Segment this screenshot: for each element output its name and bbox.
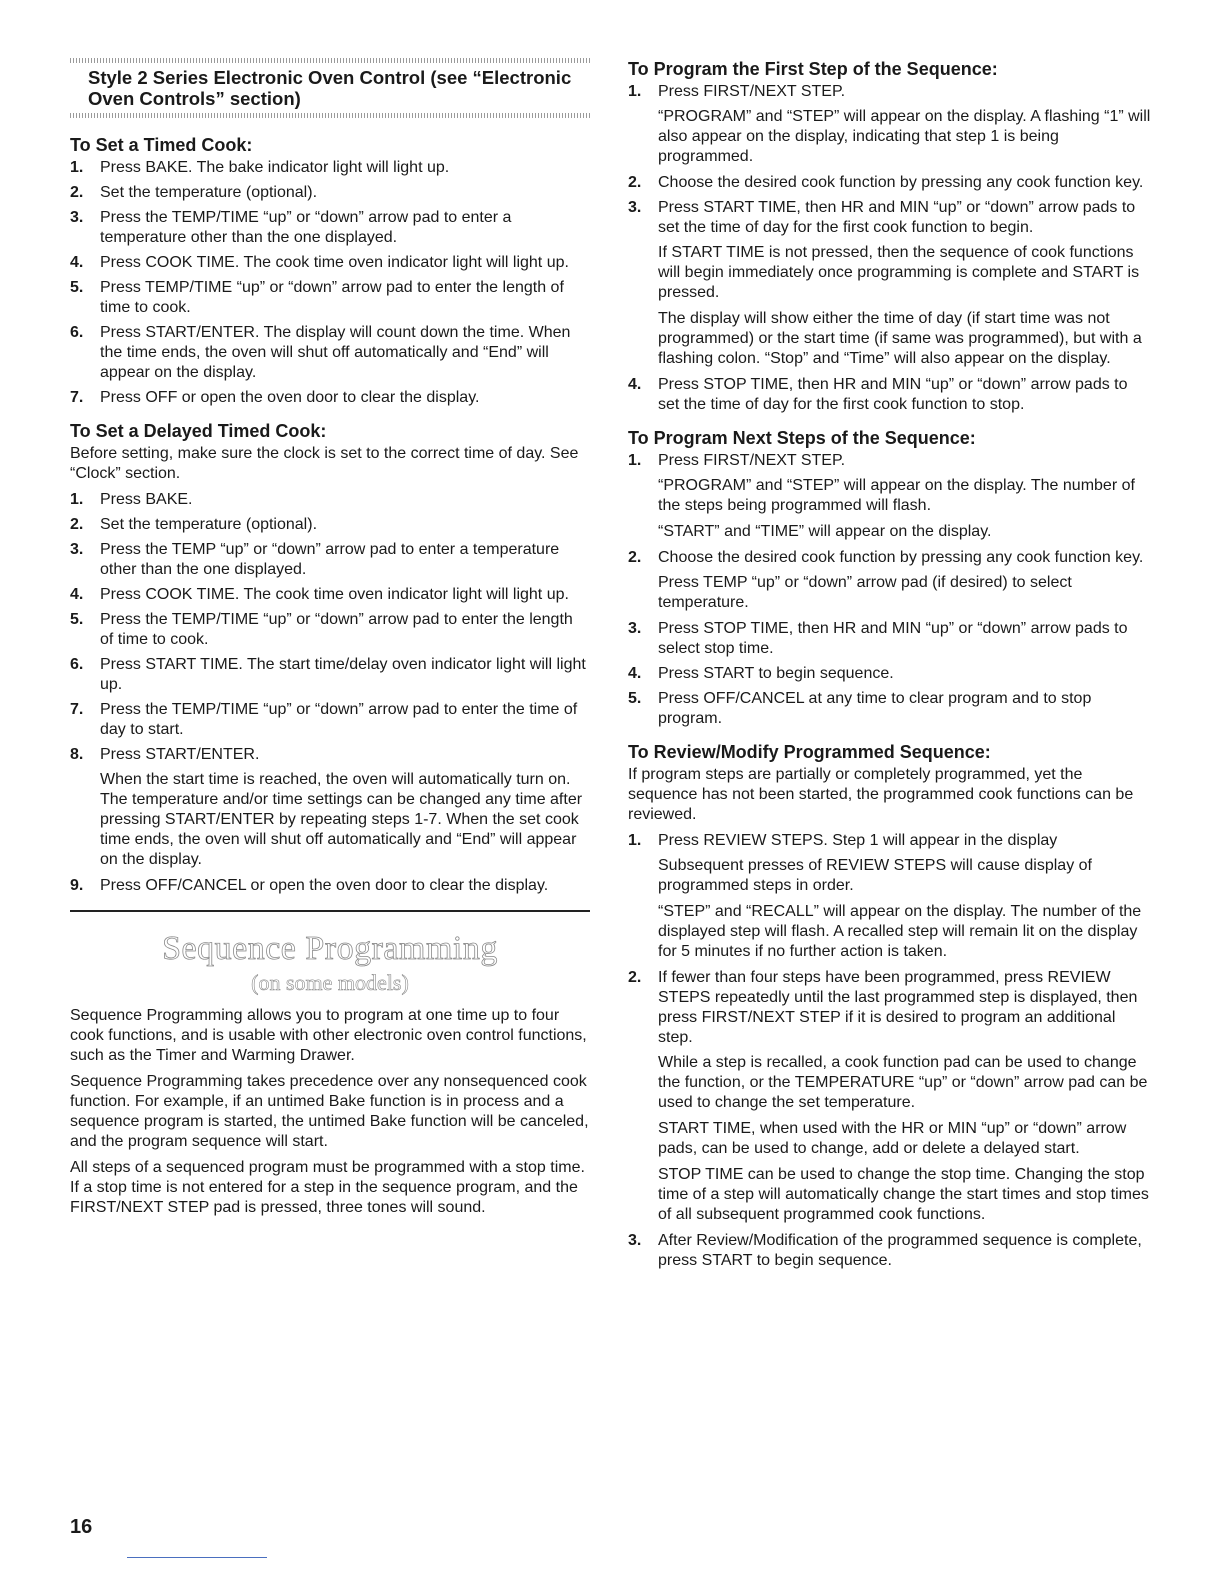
step-text: Press the TEMP “up” or “down” arrow pad to enter a temperature other than the one displayed. bbox=[100, 541, 560, 578]
step-number: 4. bbox=[70, 586, 84, 603]
sequence-subtitle: (on some models) bbox=[251, 970, 409, 995]
delayed-cook-steps bbox=[70, 490, 590, 896]
step-number: 3. bbox=[70, 209, 84, 226]
step-text: Press COOK TIME. The cook time oven indicator light will light up. bbox=[100, 254, 569, 271]
list-item bbox=[70, 158, 590, 178]
step-number: 1. bbox=[70, 491, 84, 508]
step-number: 1. bbox=[628, 452, 642, 469]
step-number: 8. bbox=[70, 746, 84, 763]
step-text: Set the temperature (optional). bbox=[100, 516, 318, 533]
list-item bbox=[70, 515, 590, 535]
step-text: Press OFF or open the oven door to clear the display. bbox=[100, 389, 480, 406]
step-number: 3. bbox=[70, 541, 84, 558]
step-number: 4. bbox=[70, 254, 84, 271]
step-note: “PROGRAM” and “STEP” will appear on the display. The number of the steps being programmed will flash. bbox=[658, 477, 1135, 514]
step-text: Press START/ENTER. The display will count down the time. When the time ends, the oven will shut off automatically and “End” will appear on the display. bbox=[100, 324, 571, 381]
list-item bbox=[70, 540, 590, 580]
step-number: 2. bbox=[70, 184, 84, 201]
step-text: Press OFF/CANCEL at any time to clear program and to stop program. bbox=[658, 690, 1092, 727]
list-item bbox=[628, 831, 1153, 962]
step-text: If fewer than four steps have been programmed, press REVIEW STEPS repeatedly until the last programmed step is displayed, then press FIRST/NEXT STEP if it is desired to program an additional step. bbox=[658, 969, 1138, 1046]
list-item bbox=[628, 198, 1153, 369]
list-item bbox=[70, 610, 590, 650]
step-note: When the start time is reached, the oven will automatically turn on. The temperature and/or time settings can be changed any time after pressing START/ENTER by repeating steps 1-7. When the set cook time ends, the oven will shut off automatically and “End” will appear on the display. bbox=[100, 771, 583, 868]
list-item bbox=[70, 745, 590, 870]
list-item bbox=[70, 278, 590, 318]
footer-line bbox=[127, 1557, 267, 1558]
list-item bbox=[70, 183, 590, 203]
step-text: Set the temperature (optional). bbox=[100, 184, 318, 201]
step-text: Press REVIEW STEPS. Step 1 will appear in the display bbox=[658, 832, 1058, 849]
step-text: After Review/Modification of the programmed sequence is complete, press START to begin sequence. bbox=[658, 1232, 1142, 1269]
step-text: Press BAKE. bbox=[100, 491, 193, 508]
list-item bbox=[628, 619, 1153, 659]
list-item bbox=[628, 968, 1153, 1225]
step-text: Press START to begin sequence. bbox=[658, 665, 894, 682]
step-note: STOP TIME can be used to change the stop time. Changing the stop time of a step will automatically change the start times and stop times of all subsequent programmed cook functions. bbox=[658, 1166, 1149, 1223]
step-text: Choose the desired cook function by pressing any cook function key. bbox=[658, 549, 1144, 566]
step-text: Press FIRST/NEXT STEP. bbox=[658, 452, 846, 469]
section-header-box bbox=[70, 58, 590, 118]
step-number: 5. bbox=[70, 279, 84, 296]
delayed-cook-intro: Before setting, make sure the clock is set to the correct time of day. See “Clock” section. bbox=[70, 445, 579, 482]
step-note: While a step is recalled, a cook function pad can be used to change the function, or the TEMPERATURE “up” or “down” arrow pad can be used to change the set temperature. bbox=[658, 1054, 1148, 1111]
step-text: Press STOP TIME, then HR and MIN “up” or “down” arrow pads to select stop time. bbox=[658, 620, 1128, 657]
first-step-section bbox=[628, 58, 1153, 415]
step-number: 2. bbox=[628, 549, 642, 566]
step-number: 5. bbox=[628, 690, 642, 707]
step-number: 2. bbox=[628, 174, 642, 191]
step-number: 7. bbox=[70, 701, 84, 718]
step-number: 1. bbox=[628, 83, 642, 100]
step-number: 5. bbox=[70, 611, 84, 628]
sequence-paragraph: All steps of a sequenced program must be programmed with a stop time. If a stop time is not entered for a step in the sequence program, and the FIRST/NEXT STEP pad is pressed, three tones will sound. bbox=[70, 1159, 585, 1216]
delayed-cook-heading: To Set a Delayed Timed Cook: bbox=[70, 421, 327, 441]
right-column bbox=[628, 58, 1153, 1283]
list-item bbox=[628, 451, 1153, 542]
next-steps-steps bbox=[628, 451, 1153, 729]
step-number: 9. bbox=[70, 877, 84, 894]
review-heading: To Review/Modify Programmed Sequence: bbox=[628, 742, 991, 762]
step-note: Press TEMP “up” or “down” arrow pad (if desired) to select temperature. bbox=[658, 574, 1072, 611]
first-step-steps bbox=[628, 82, 1153, 415]
timed-cook-heading: To Set a Timed Cook: bbox=[70, 135, 253, 155]
list-item bbox=[70, 253, 590, 273]
review-intro: If program steps are partially or completely programmed, yet the sequence has not been started, the programmed cook functions can be reviewed. bbox=[628, 766, 1134, 823]
step-text: Press COOK TIME. The cook time oven indicator light will light up. bbox=[100, 586, 569, 603]
list-item bbox=[628, 375, 1153, 415]
first-step-heading: To Program the First Step of the Sequence: bbox=[628, 59, 998, 79]
step-note: “PROGRAM” and “STEP” will appear on the display. A flashing “1” will also appear on the display, indicating that step 1 is being programmed. bbox=[658, 108, 1151, 165]
step-number: 3. bbox=[628, 1232, 642, 1249]
step-text: Press the TEMP/TIME “up” or “down” arrow pad to enter a temperature other than the one displayed. bbox=[100, 209, 512, 246]
sequence-paragraph: Sequence Programming takes precedence over any nonsequenced cook function. For example, if an untimed Bake function is in process and a sequence program is started, the untimed Bake function will be canceled, and the program sequence will start. bbox=[70, 1073, 589, 1150]
list-item bbox=[70, 700, 590, 740]
step-note: “START” and “TIME” will appear on the display. bbox=[658, 523, 992, 540]
sequence-paragraphs bbox=[70, 1006, 590, 1218]
step-text: Press STOP TIME, then HR and MIN “up” or “down” arrow pads to set the time of day for the first cook function to stop. bbox=[658, 376, 1128, 413]
list-item bbox=[70, 585, 590, 605]
next-steps-heading: To Program Next Steps of the Sequence: bbox=[628, 428, 976, 448]
step-number: 1. bbox=[70, 159, 84, 176]
step-text: Press TEMP/TIME “up” or “down” arrow pad to enter the length of time to cook. bbox=[100, 279, 564, 316]
list-item bbox=[628, 173, 1153, 193]
step-text: Press OFF/CANCEL or open the oven door to clear the display. bbox=[100, 877, 549, 894]
list-item bbox=[70, 323, 590, 383]
review-steps bbox=[628, 831, 1153, 1271]
list-item bbox=[628, 1231, 1153, 1271]
divider bbox=[70, 910, 590, 912]
sequence-paragraph: Sequence Programming allows you to program at one time up to four cook functions, and is usable with other electronic oven control functions, such as the Timer and Warming Drawer. bbox=[70, 1007, 587, 1064]
step-number: 3. bbox=[628, 620, 642, 637]
delayed-cook-section bbox=[70, 420, 590, 896]
step-number: 2. bbox=[628, 969, 642, 986]
review-section bbox=[628, 741, 1153, 1271]
step-text: Press FIRST/NEXT STEP. bbox=[658, 83, 846, 100]
step-text: Press START TIME. The start time/delay oven indicator light will light up. bbox=[100, 656, 586, 693]
list-item bbox=[70, 490, 590, 510]
step-note: Subsequent presses of REVIEW STEPS will cause display of programmed steps in order. bbox=[658, 857, 1092, 894]
list-item bbox=[628, 689, 1153, 729]
step-note: START TIME, when used with the HR or MIN “up” or “down” arrow pads, can be used to change, add or delete a delayed start. bbox=[658, 1120, 1127, 1157]
step-number: 4. bbox=[628, 665, 642, 682]
step-number: 3. bbox=[628, 199, 642, 216]
step-note: If START TIME is not pressed, then the sequence of cook functions will begin immediately once programming is complete and START is pressed. bbox=[658, 244, 1140, 301]
list-item bbox=[70, 876, 590, 896]
step-note: “STEP” and “RECALL” will appear on the display. The number of the displayed step will flash. A recalled step will remain lit on the display for 5 minutes if no further action is taken. bbox=[658, 903, 1142, 960]
list-item bbox=[628, 548, 1153, 613]
list-item bbox=[628, 664, 1153, 684]
step-text: Choose the desired cook function by pressing any cook function key. bbox=[658, 174, 1144, 191]
left-column bbox=[70, 58, 590, 1224]
timed-cook-section bbox=[70, 134, 590, 408]
step-text: Press START/ENTER. bbox=[100, 746, 260, 763]
step-text: Press START TIME, then HR and MIN “up” or “down” arrow pads to set the time of day for the first cook function to begin. bbox=[658, 199, 1136, 236]
page-number: 16 bbox=[70, 1516, 93, 1538]
step-number: 2. bbox=[70, 516, 84, 533]
timed-cook-steps bbox=[70, 158, 590, 408]
sequence-title: Sequence Programming bbox=[162, 930, 498, 967]
step-note: The display will show either the time of day (if start time was not programmed) or the start time (if same was programmed), but with a flashing colon. “Stop” and “Time” will also appear on the display. bbox=[658, 310, 1142, 367]
step-number: 6. bbox=[70, 656, 84, 673]
step-number: 7. bbox=[70, 389, 84, 406]
list-item bbox=[70, 388, 590, 408]
step-number: 4. bbox=[628, 376, 642, 393]
section-header: Style 2 Series Electronic Oven Control (see “Electronic Oven Controls” section) bbox=[88, 67, 572, 109]
step-text: Press BAKE. The bake indicator light will light up. bbox=[100, 159, 450, 176]
list-item bbox=[628, 82, 1153, 167]
list-item bbox=[70, 208, 590, 248]
step-text: Press the TEMP/TIME “up” or “down” arrow pad to enter the time of day to start. bbox=[100, 701, 578, 738]
step-number: 1. bbox=[628, 832, 642, 849]
list-item bbox=[70, 655, 590, 695]
step-number: 6. bbox=[70, 324, 84, 341]
step-text: Press the TEMP/TIME “up” or “down” arrow pad to enter the length of time to cook. bbox=[100, 611, 573, 648]
next-steps-section bbox=[628, 427, 1153, 729]
